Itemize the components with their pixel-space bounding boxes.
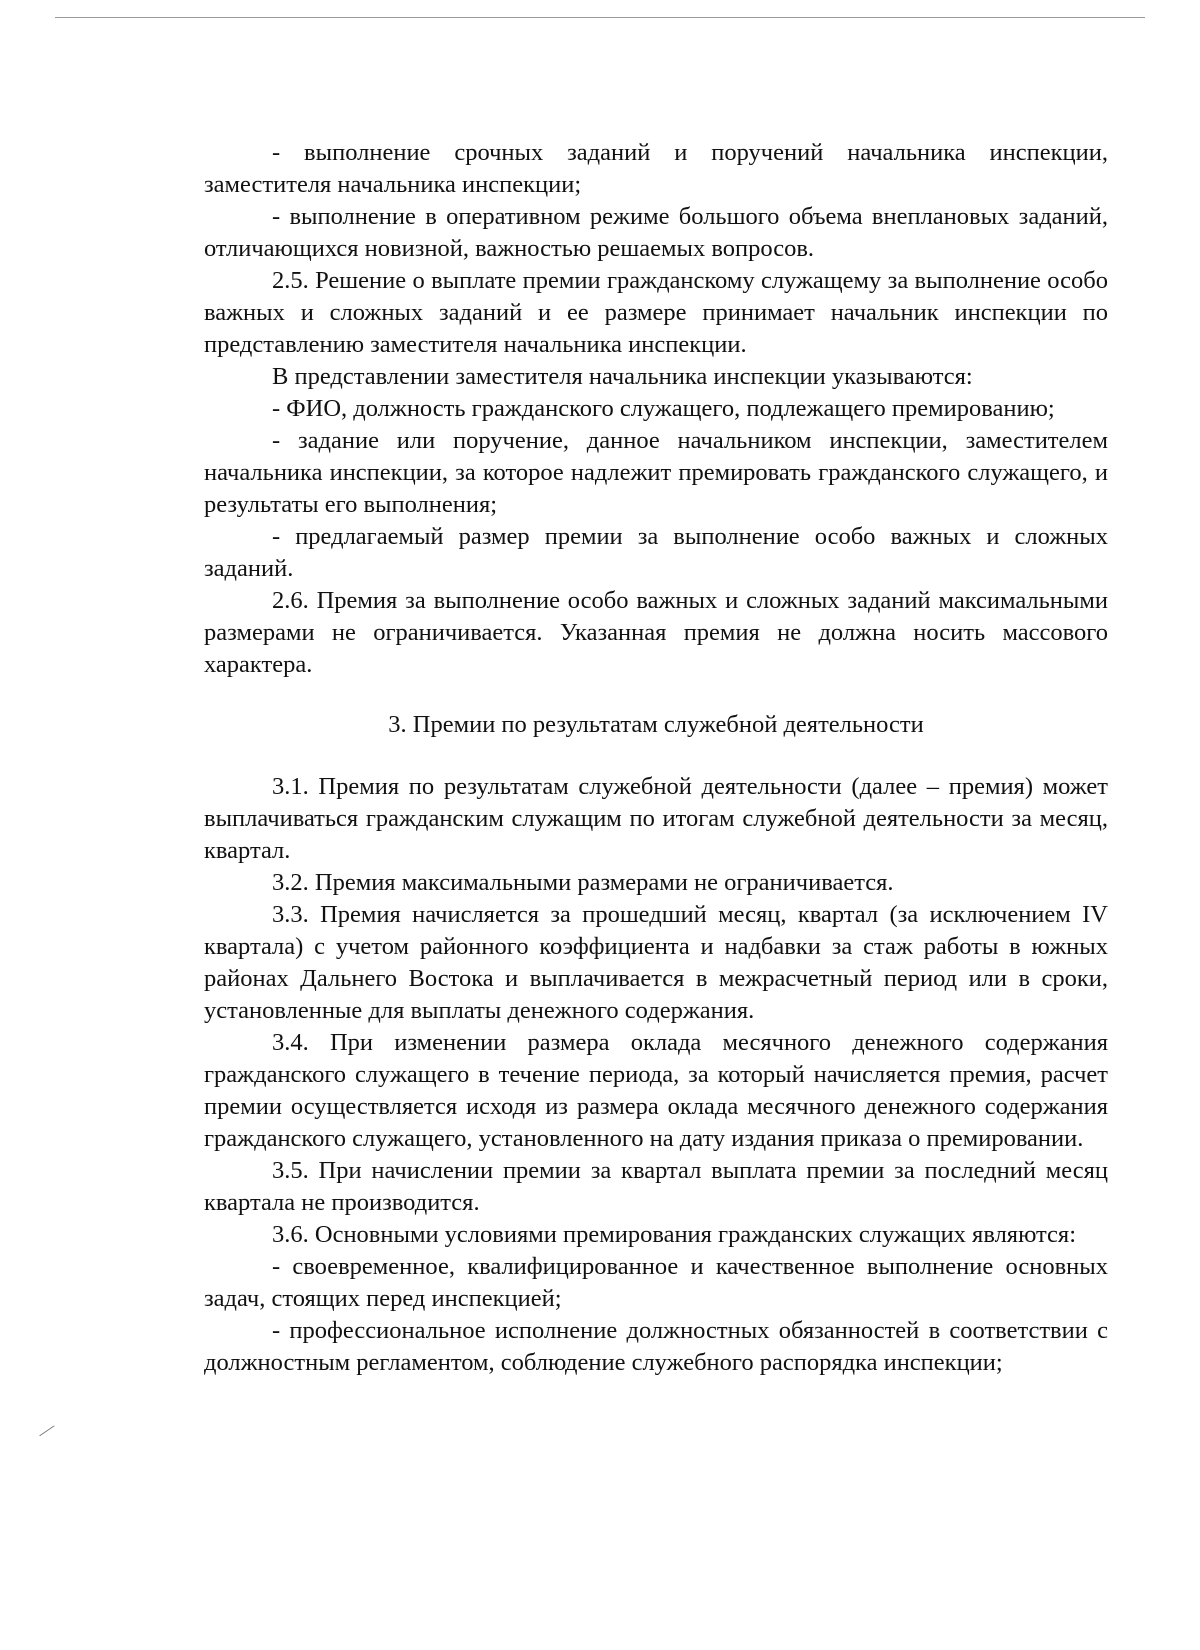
paragraph-bullet-fio: - ФИО, должность гражданского служащего, подлежащего премированию;: [272, 395, 1055, 422]
paragraph-bullet-urgent-tasks: - выполнение срочных заданий и поручений начальника инспекции, заместителя начальника инспекции;: [204, 139, 1108, 198]
scan-top-edge-line: [55, 17, 1145, 18]
paragraph-deputy-submission: В представлении заместителя начальника инспекции указываются:: [272, 363, 973, 390]
paragraph-bullet-unplanned-tasks: - выполнение в оперативном режиме большого объема внеплановых заданий, отличающихся новизной, важностью решаемых вопросов.: [204, 203, 1108, 262]
section-3-heading: 3. Премии по результатам служебной деятельности: [388, 711, 924, 738]
paragraph-3-2: 3.2. Премия максимальными размерами не ограничивается.: [272, 869, 894, 896]
paragraph-2-5: 2.5. Решение о выплате премии гражданскому служащему за выполнение особо важных и сложных заданий и ее размере принимает начальник инспекции по представлению заместителя начальника инспекции.: [204, 267, 1108, 358]
paragraph-3-6: 3.6. Основными условиями премирования гражданских служащих являются:: [272, 1221, 1077, 1248]
scan-margin-mark: ∕: [41, 1418, 54, 1443]
paragraph-bullet-task: - задание или поручение, данное начальником инспекции, заместителем начальника инспекции, за которое надлежит премировать гражданского служащего, и результаты его выполнения;: [204, 427, 1108, 518]
paragraph-3-4: 3.4. При изменении размера оклада месячного денежного содержания гражданского служащего в течение периода, за который начисляется премия, расчет премии осуществляется исходя из размера оклада месячного денежного содержания гражданского служащего, установленного на дату издания приказа о премировании.: [204, 1029, 1108, 1152]
paragraph-bullet-professional-duties: - профессиональное исполнение должностных обязанностей в соответствии с должностным регламентом, соблюдение служебного распорядка инспекции;: [204, 1317, 1108, 1376]
paragraph-bullet-proposed-amount: - предлагаемый размер премии за выполнение особо важных и сложных заданий.: [204, 523, 1108, 582]
document-page: [204, 137, 1108, 1379]
paragraph-3-3: 3.3. Премия начисляется за прошедший месяц, квартал (за исключением IV квартала) с учетом районного коэффициента и надбавки за стаж работы в южных районах Дальнего Востока и выплачивается в межрасчетный период или в сроки, установленные для выплаты денежного содержания.: [204, 901, 1108, 1024]
paragraph-2-6: 2.6. Премия за выполнение особо важных и сложных заданий максимальными размерами не ограничивается. Указанная премия не должна носить массового характера.: [204, 587, 1108, 678]
paragraph-3-5: 3.5. При начислении премии за квартал выплата премии за последний месяц квартала не производится.: [204, 1157, 1108, 1216]
paragraph-3-1: 3.1. Премия по результатам служебной деятельности (далее – премия) может выплачиваться гражданским служащим по итогам служебной деятельности за месяц, квартал.: [204, 773, 1108, 864]
paragraph-bullet-timely-execution: - своевременное, квалифицированное и качественное выполнение основных задач, стоящих перед инспекцией;: [204, 1253, 1108, 1312]
